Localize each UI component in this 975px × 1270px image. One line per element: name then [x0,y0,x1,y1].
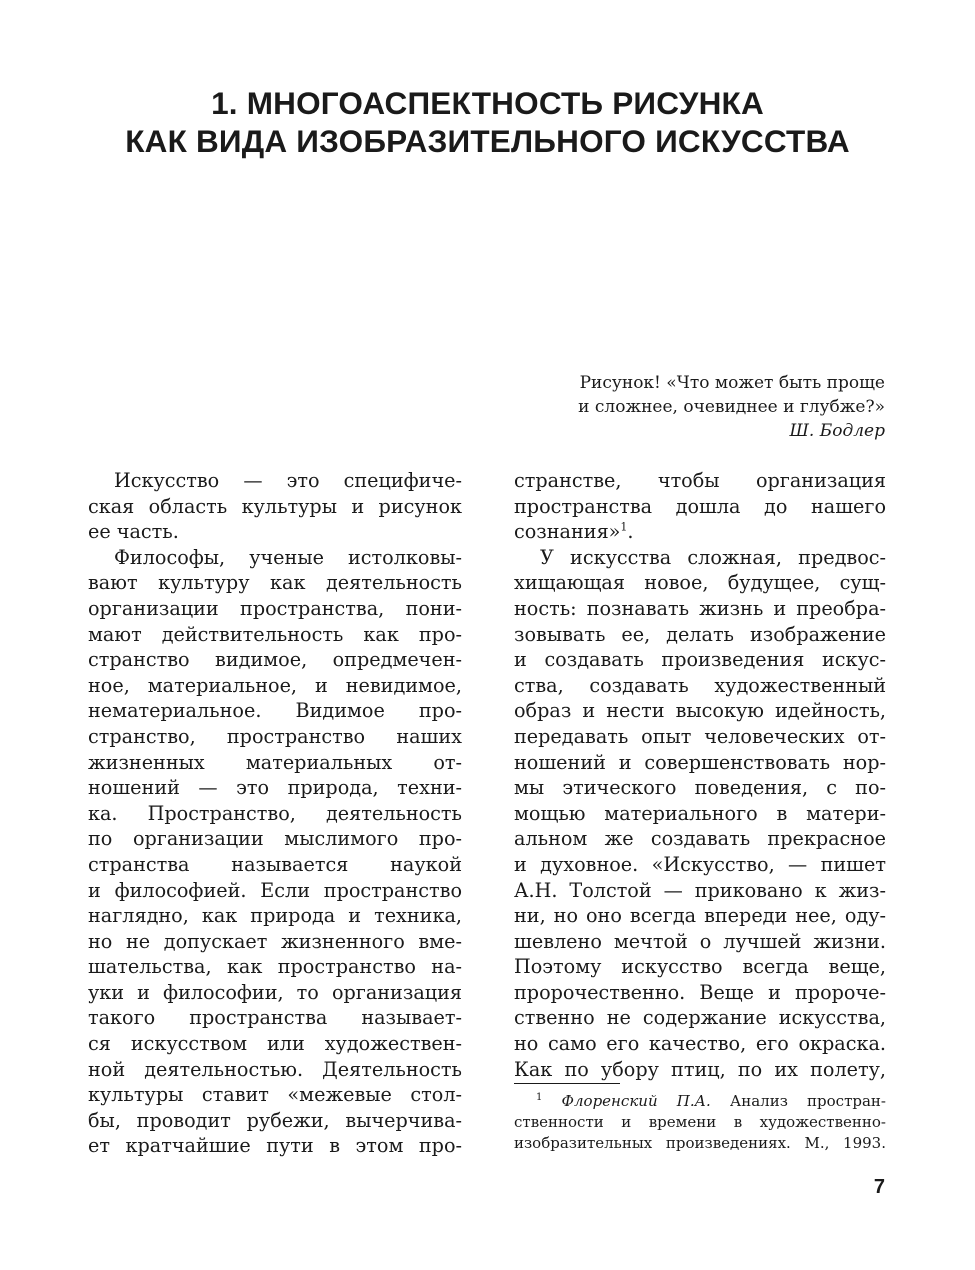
text-line: организации пространства, пони- [88,596,462,620]
text-line: пророчественно. Веще и пророче- [514,980,886,1004]
footnote-author: Флоренский П.А. [561,1092,711,1110]
text-line: и духовное. «Искусство, — пишет [514,852,886,876]
footnote [514,1091,886,1154]
text-fragment: сознания» [514,520,621,544]
right-text-column [514,468,886,1082]
chapter-title-line-1: 1. МНОГОАСПЕКТНОСТЬ РИСУНКА [211,85,764,121]
text-line: мы этического поведения, с по- [514,776,886,800]
text-line: зовывать ее, делать изображение [514,622,886,646]
epigraph-line-2: и сложнее, очевиднее и глубже?» [578,397,885,417]
text-line: бы, проводит рубежи, вычерчива- [88,1108,462,1132]
text-line: ства, создавать художественный [514,673,886,697]
text-line: по организации мыслимого про- [88,827,462,851]
text-line: странстве, чтобы организация [514,469,886,492]
text-line: мощью материального в матери- [514,801,886,825]
footnote-marker: 1 [536,1092,543,1103]
text-line: ет кратчайшие пути в этом про- [88,1134,462,1158]
text-line: но не допускает жизненного вме- [88,929,462,953]
text-line: альном же создавать прекрасное [514,827,886,851]
text-line: и философией. Если пространство [88,878,462,902]
text-line: культуры ставит «межевые стол- [88,1083,462,1107]
footnote-line: ственности и времени в художественно- [514,1113,886,1131]
text-line: шевлено мечтой о лучшей жизни. [514,929,886,953]
text-line: Поэтому искусство всегда веще, [514,955,886,979]
chapter-title-line-2: КАК ВИДА ИЗОБРАЗИТЕЛЬНОГО ИСКУССТВА [125,123,850,159]
page-number: 7 [873,1176,885,1198]
epigraph-author: Ш. Бодлер [789,421,885,441]
text-line: такого пространства называет- [88,1006,462,1030]
text-line: странство видимое, опредмечен- [88,648,462,672]
footnote-line [514,1091,886,1112]
text-fragment: . [627,520,634,544]
text-line: Как по убору птиц, по их полету, [514,1057,886,1081]
text-line: Философы, ученые истолковы- [114,545,462,569]
text-line: наглядно, как природа и техника, [88,904,462,928]
text-line: ношений и совершенствовать нор- [514,750,886,774]
text-line: шательства, как пространство на- [88,955,462,979]
text-line: жизненных материальных от- [88,750,462,774]
footnote-text: Анализ простран- [710,1092,886,1110]
chapter-title [60,84,915,160]
text-line: нематериальное. Видимое про- [88,699,462,723]
text-line: ношений — это природа, техни- [88,776,462,800]
text-line: хищающая новое, будущее, сущ- [514,571,886,595]
text-line: но само его качество, его окраска. [514,1032,886,1056]
footnote-line: изобразительных произведениях. М., 1993. [514,1134,886,1152]
text-line: и создавать произведения искус- [514,648,886,672]
text-line: ность: познавать жизнь и преобра- [514,596,886,620]
text-line: уки и философии, то организация [88,980,462,1004]
text-line: Искусство — это специфиче- [114,469,462,492]
text-line: ственно не содержание искусства, [514,1006,886,1030]
left-text-column [88,468,462,1159]
footnote-divider [514,1083,620,1084]
text-line: странство, пространство наших [88,724,462,748]
text-line: ее часть. [88,520,179,544]
text-line: У искусства сложная, предвос- [540,545,886,569]
text-line-with-footnote-ref [514,519,886,545]
text-line: ни, но оно всегда впереди нее, оду- [514,904,886,928]
text-line: передавать опыт человеческих от- [514,724,886,748]
text-line: ка. Пространство, деятельность [88,801,462,825]
text-line: образ и нести высокую идейность, [514,699,886,723]
text-line: пространства дошла до нашего [514,494,886,518]
text-line: мают действительность как про- [88,622,462,646]
text-line: А.Н. Толстой — приковано к жиз- [514,878,886,902]
text-line: ное, материальное, и невидимое, [88,673,462,697]
footnote-reference: 1 [620,520,628,534]
epigraph [470,371,885,443]
epigraph-line-1: Рисунок! «Что может быть проще [579,373,885,393]
text-line: вают культуру как деятельность [88,571,462,595]
text-line: ной деятельностью. Деятельность [88,1057,462,1081]
text-line: ся искусством или художествен- [88,1032,462,1056]
text-line: странства называется наукой [88,852,462,876]
text-line: ская область культуры и рисунок [88,494,462,518]
